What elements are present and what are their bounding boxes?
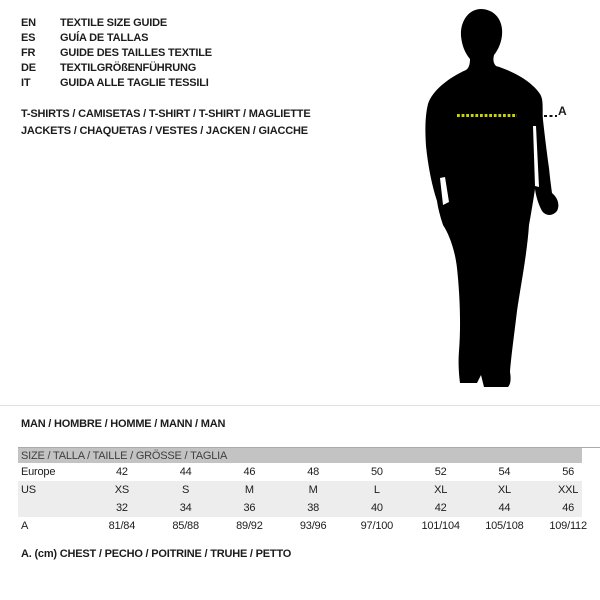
size-table-header: SIZE / TALLA / TAILLE / GRÖSSE / TAGLIA: [18, 447, 600, 463]
language-code: EN: [21, 16, 36, 29]
language-guide-list: [21, 15, 212, 90]
row-label: A: [21, 520, 29, 532]
table-row-us-numeric: [18, 499, 600, 517]
category-jackets: JACKETS / CHAQUETAS / VESTES / JACKEN / GIACCHE: [21, 125, 308, 137]
size-cell: 42: [434, 502, 447, 514]
size-cell: 101/104: [421, 520, 460, 532]
measurement-footnote: A. (cm) CHEST / PECHO / POITRINE / TRUHE / PETTO: [21, 548, 292, 560]
section-divider: [0, 405, 600, 406]
language-guide-label: GUIDA ALLE TAGLIE TESSILI: [60, 76, 209, 89]
table-row-us: [18, 481, 600, 499]
table-row-europe: [18, 463, 600, 481]
size-cell: 93/96: [299, 520, 327, 532]
size-cell: M: [308, 484, 318, 496]
size-cell: 36: [243, 502, 256, 514]
size-cell: 89/92: [236, 520, 263, 532]
size-cell: 48: [307, 466, 320, 478]
size-cell: M: [244, 484, 254, 496]
section-title-man: MAN / HOMBRE / HOMME / MANN / MAN: [21, 418, 226, 430]
size-cell: 32: [115, 502, 128, 514]
size-cell: XXL: [558, 484, 579, 496]
language-code: ES: [21, 31, 36, 44]
language-code: DE: [21, 61, 36, 74]
language-guide-label: GUIDE DES TAILLES TEXTILE: [60, 46, 212, 59]
row-label: Europe: [21, 466, 56, 478]
size-cell: XS: [114, 484, 130, 496]
size-cell: S: [182, 484, 190, 496]
language-guide-item: [21, 45, 212, 60]
size-cell: 40: [370, 502, 383, 514]
language-guide-label: TEXTILE SIZE GUIDE: [60, 16, 168, 29]
size-cell: 97/100: [360, 520, 394, 532]
row-label: US: [21, 484, 36, 496]
size-cell: 44: [498, 502, 511, 514]
language-code: IT: [21, 76, 31, 89]
language-code: FR: [21, 46, 36, 59]
language-guide-item: [21, 15, 212, 30]
size-cell: 34: [179, 502, 192, 514]
table-row-chest-a: [18, 517, 600, 535]
language-guide-item: [21, 30, 212, 45]
category-list: [21, 106, 310, 140]
size-cell: 54: [498, 466, 511, 478]
measure-label-a: A: [558, 104, 567, 118]
size-cell: 46: [562, 502, 575, 514]
man-silhouette: [370, 6, 570, 392]
size-table: [18, 447, 600, 535]
size-cell: 42: [115, 466, 128, 478]
language-guide-label: GUÍA DE TALLAS: [60, 31, 149, 44]
size-cell: 105/108: [485, 520, 524, 532]
size-cell: L: [373, 484, 380, 496]
size-cell: 85/88: [172, 520, 199, 532]
language-guide-label: TEXTILGRÖßENFÜHRUNG: [60, 61, 197, 74]
language-guide-item: [21, 75, 212, 90]
size-cell: 38: [307, 502, 320, 514]
size-cell: 56: [562, 466, 575, 478]
size-cell: 44: [179, 466, 192, 478]
size-cell: XL: [497, 484, 511, 496]
size-cell: 109/112: [549, 520, 587, 532]
language-guide-item: [21, 60, 212, 75]
size-cell: 81/84: [108, 520, 136, 532]
size-cell: 50: [370, 466, 383, 478]
category-tshirts: T-SHIRTS / CAMISETAS / T-SHIRT / T-SHIRT / MAGLIETTE: [21, 108, 311, 120]
size-cell: XL: [434, 484, 448, 496]
size-cell: 46: [243, 466, 256, 478]
size-cell: 52: [434, 466, 447, 478]
